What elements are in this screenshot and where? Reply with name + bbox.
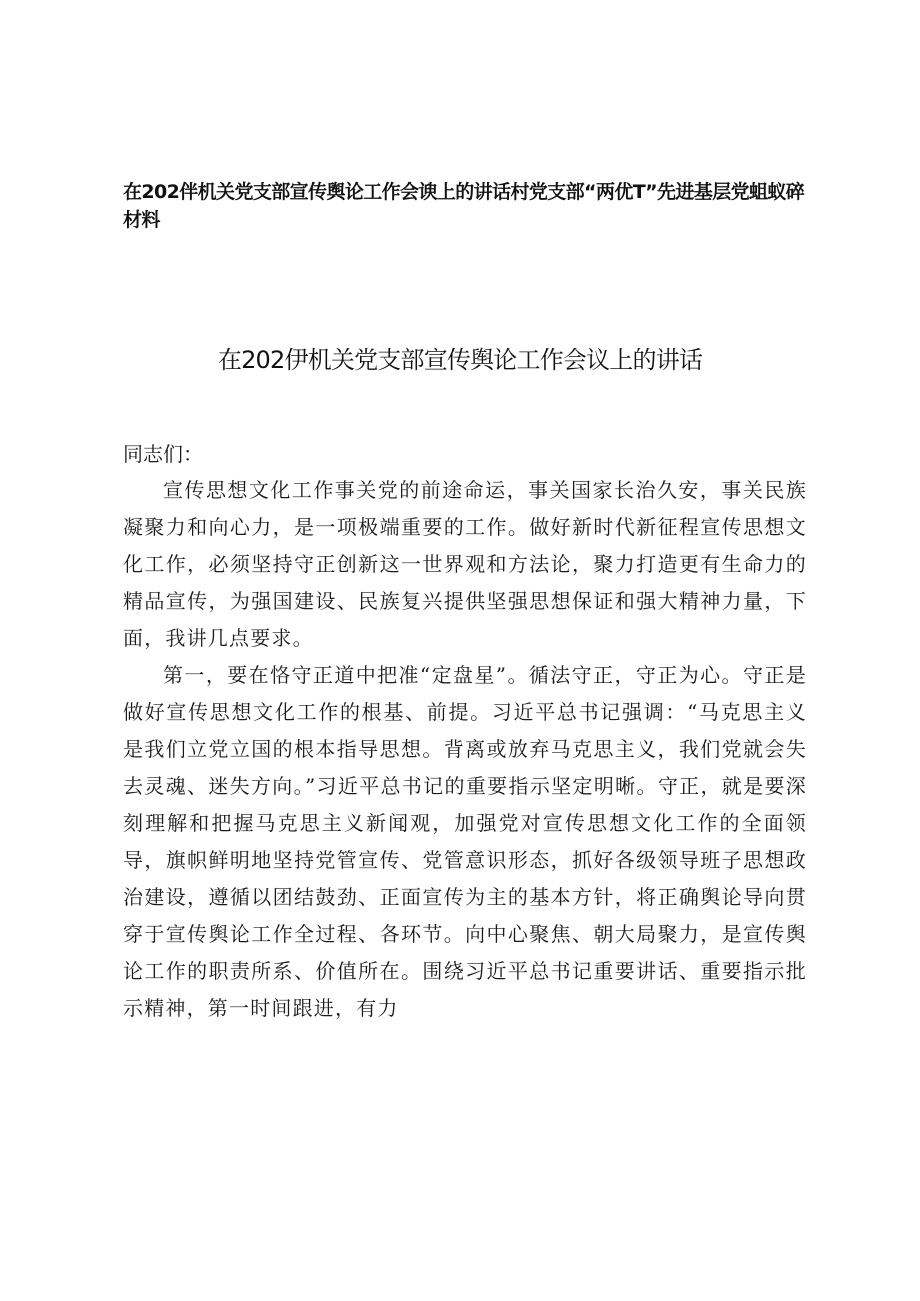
speech-body: [123, 438, 807, 1027]
salutation: 同志们：: [123, 442, 203, 466]
document-header-title: 在202伴机关党支部宣传舆论工作会谀上的讲话村党支部“两优T”先进基层党蛆蚁碎材料: [123, 181, 805, 231]
speech-title: 在202伊机关党支部宣传舆论工作会议上的讲话: [217, 346, 703, 374]
paragraph-first-point: 第一，要在恪守正道中把准“定盘星”。循法守正，守正为心。守正是做好宣传思想文化工作的根基、前提。习近平总书记强调：“马克思主义是我们立党立国的根本指导思想。背离或放弃马克思主义，我们党就会失去灵魂、迷失方向。”习近平总书记的重要指示坚定明晰。守正，就是要深刻理解和把握马克思主义新闻观，加强党对宣传思想文化工作的全面领导，旗帜鲜明地坚持党管宣传、党管意识形态，抓好各级领导班子思想政治建设，遵循以团结鼓劲、正面宣传为主的基本方针，将正确舆论导向贯穿于宣传舆论工作全过程、各环节。向中心聚焦、朝大局聚力，是宣传舆论工作的职责所系、价值所在。围绕习近平总书记重要讲话、重要指示批示精神，第一时间跟进，有力: [123, 663, 807, 1020]
paragraph-intro: 宣传思想文化工作事关党的前途命运，事关国家长治久安，事关民族凝聚力和向心力，是一项极端重要的工作。做好新时代新征程宣传思想文化工作，必须坚持守正创新这一世界观和方法论，聚力打造更有生命力的精品宣传，为强国建设、民族复兴提供坚强思想保证和强大精神力量，下面，我讲几点要求。: [123, 478, 807, 650]
